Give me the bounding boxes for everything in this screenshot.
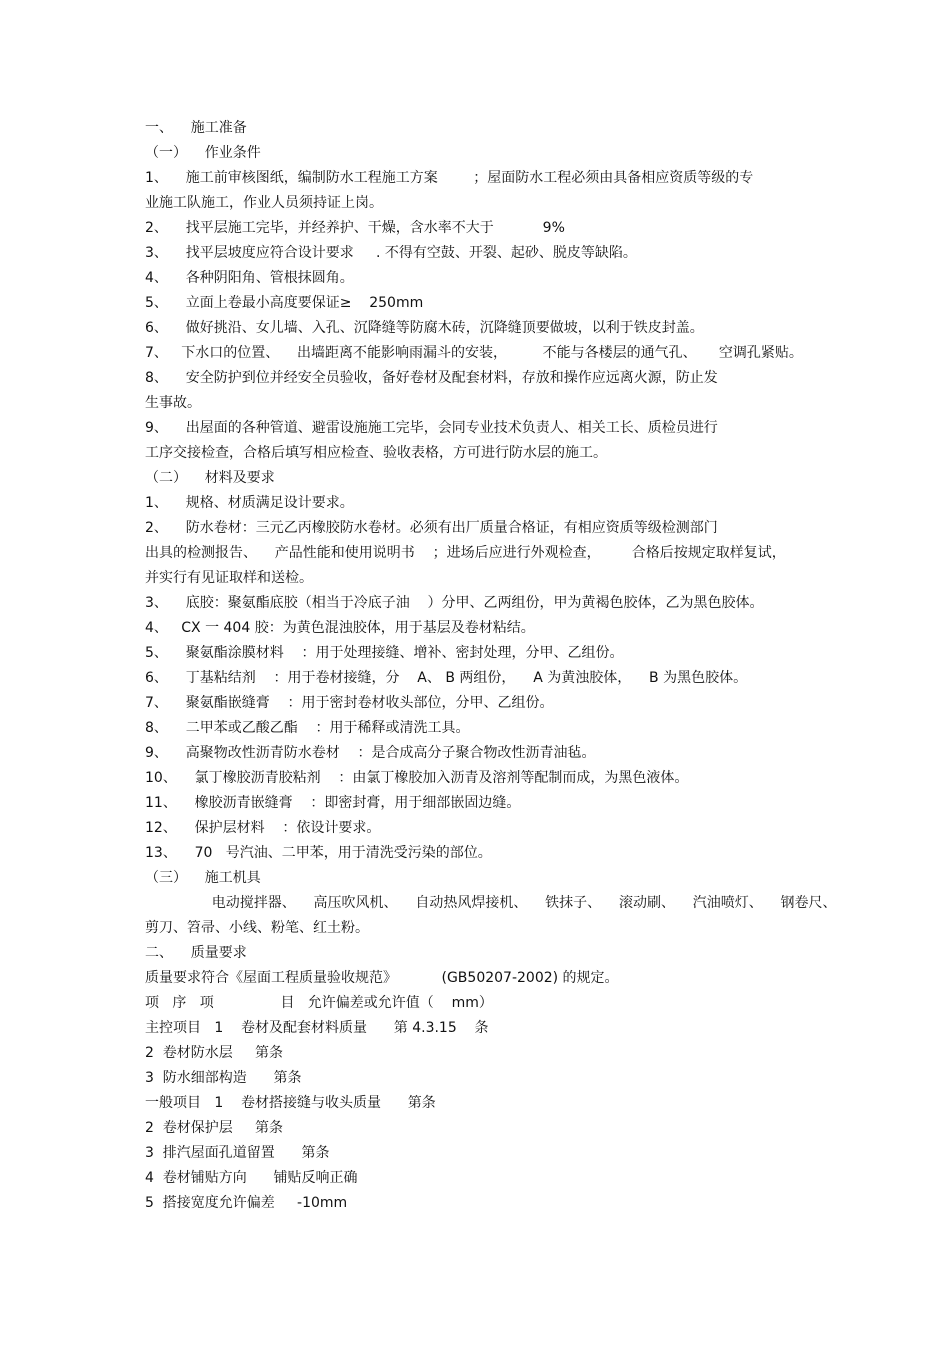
text-line: 11、 橡胶沥青嵌缝膏 ：即密封膏，用于细部嵌固边缝。 — [145, 795, 521, 811]
text-line: 5 搭接宽度允许偏差 -10mm — [145, 1195, 348, 1211]
text-line: 3、 找平层坡度应符合设计要求 . 不得有空鼓、开裂、起砂、脱皮等缺陷。 — [145, 245, 637, 261]
text-line: 2、 找平层施工完毕，并经养护、干燥，含水率不大于 9% — [145, 220, 565, 236]
text-line: 2 卷材防水层 第条 — [145, 1045, 284, 1061]
text-line: 工序交接检查，合格后填写相应检查、验收表格，方可进行防水层的施工。 — [145, 445, 607, 461]
text-line: 7、 聚氨酯嵌缝膏 ：用于密封卷材收头部位，分甲、乙组份。 — [145, 695, 554, 711]
subsection-heading: （二） 材料及要求 — [145, 470, 275, 486]
text-line: 3 排汽屋面孔道留置 第条 — [145, 1145, 330, 1161]
text-line: 一般项目 1 卷材搭接缝与收头质量 第条 — [145, 1095, 436, 1111]
text-line: 7、 下水口的位置、 出墙距离不能影响雨漏斗的安装， 不能与各楼层的通气孔、 空调孔紧贴。 — [145, 345, 803, 361]
text-line: 10、 氯丁橡胶沥青胶粘剂 ：由氯丁橡胶加入沥青及溶剂等配制而成，为黑色液体。 — [145, 770, 689, 786]
text-line: 2、 防水卷材：三元乙丙橡胶防水卷材。必须有出厂质量合格证，有相应资质等级检测部门 — [145, 520, 718, 536]
text-line: 主控项目 1 卷材及配套材料质量 第 4.3.15 条 — [145, 1020, 489, 1036]
text-line: 出具的检测报告、 产品性能和使用说明书 ；进场后应进行外观检查， 合格后按规定取样复试， — [145, 545, 786, 561]
section-heading: 二、 质量要求 — [145, 945, 247, 961]
text-line: 9、 高聚物改性沥青防水卷材 ：是合成高分子聚合物改性沥青油毡。 — [145, 745, 596, 761]
text-line: 8、 二甲苯或乙酸乙酯 ：用于稀释或清洗工具。 — [145, 720, 470, 736]
text-line: 9、 出屋面的各种管道、避雷设施施工完毕，会同专业技术负责人、相关工长、质检员进行 — [145, 420, 718, 436]
text-line: 剪刀、笤帚、小线、粉笔、红土粉。 — [145, 920, 369, 936]
subsection-heading: （一） 作业条件 — [145, 145, 261, 161]
text-line: 4 卷材铺贴方向 铺贴反响正确 — [145, 1170, 358, 1186]
text-line: 1、 规格、材质满足设计要求。 — [145, 495, 354, 511]
text-line: 生事故。 — [145, 395, 201, 411]
text-line: 6、 做好挑沿、女儿墙、入孔、沉降缝等防腐木砖，沉降缝顶要做坡，以利于铁皮封盖。 — [145, 320, 704, 336]
text-line: 3 防水细部构造 第条 — [145, 1070, 302, 1086]
text-line: 电动搅拌器、 高压吹风机、 自动热风焊接机、 铁抹子、 滚动刷、 汽油喷灯、 钢卷尺、 — [145, 895, 837, 911]
section-heading: 一、 施工准备 — [145, 120, 247, 136]
text-line: 5、 立面上卷最小高度要保证≥ 250mm — [145, 295, 424, 311]
text-line: 6、 丁基粘结剂 ：用于卷材接缝，分 A、 B 两组份， A 为黄浊胶体， B 为黑色胶体。 — [145, 670, 748, 686]
text-line: 3、 底胶：聚氨酯底胶（相当于冷底子油 ）分甲、乙两组份，甲为黄褐色胶体，乙为黑色胶体。 — [145, 595, 764, 611]
text-line: 质量要求符合《屋面工程质量验收规范》 (GB50207-2002) 的规定。 — [145, 970, 619, 986]
subsection-heading: （三） 施工机具 — [145, 870, 261, 886]
text-line: 5、 聚氨酯涂膜材料 ：用于处理接缝、增补、密封处理，分甲、乙组份。 — [145, 645, 624, 661]
text-line: 13、 70 号汽油、二甲苯，用于清洗受污染的部位。 — [145, 845, 492, 861]
text-line: 4、 CX 一 404 胶：为黄色混浊胶体，用于基层及卷材粘结。 — [145, 620, 535, 636]
text-line: 1、 施工前审核图纸，编制防水工程施工方案 ；屋面防水工程必须由具备相应资质等级的专 — [145, 170, 754, 186]
text-line: 8、 安全防护到位并经安全员验收，备好卷材及配套材料，存放和操作应远离火源，防止发 — [145, 370, 718, 386]
text-line: 业施工队施工，作业人员须持证上岗。 — [145, 195, 383, 211]
text-line: 12、 保护层材料 ：依设计要求。 — [145, 820, 381, 836]
text-line: 2 卷材保护层 第条 — [145, 1120, 284, 1136]
text-line: 项 序 项 目 允许偏差或允许值（ mm） — [145, 995, 493, 1011]
text-line: 并实行有见证取样和送检。 — [145, 570, 313, 586]
text-line: 4、 各种阴阳角、管根抹圆角。 — [145, 270, 354, 286]
